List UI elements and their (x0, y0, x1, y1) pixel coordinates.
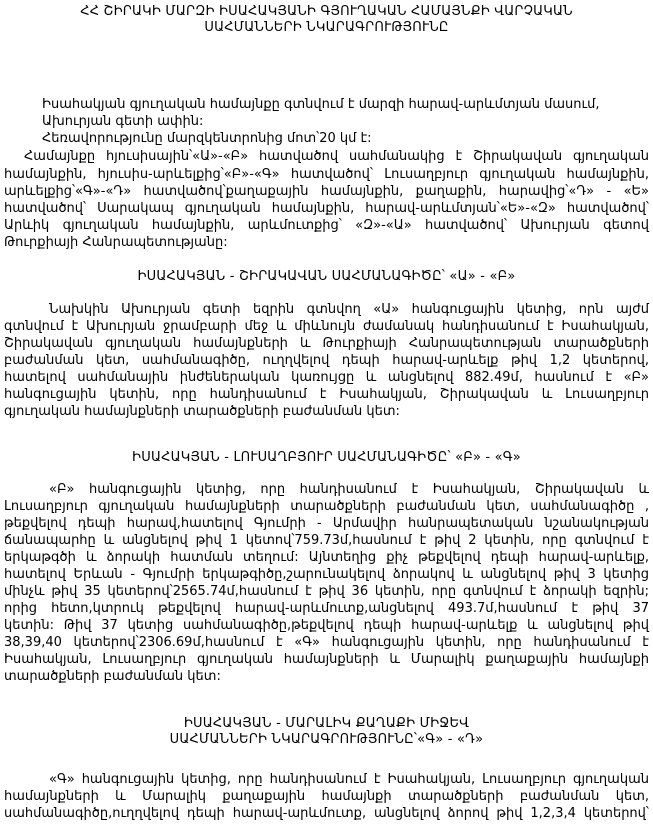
intro-line: Համայնքը հյուսիսային՝«Ա»-«Բ» հատվածով սահմանակից է Շիրակավան գյուղական (24, 149, 649, 164)
section-line: գտնվում է Ախուրյան ջրամբարի մեջ և միևնույն ժամանակ հանդիսանում է Իսահակյան, (4, 319, 649, 334)
document-title-line-2: ՍԱՀՄԱՆՆԵՐԻ ՆԿԱՐԱԳՐՈՒԹՅՈՒՆԸ (204, 20, 449, 35)
intro-line: արևելքից՝«Գ»-«Դ» հատվածով՝քաղաքային համայնքին, քաղաքին, հարավից՝«Դ» - «Ե» (4, 184, 649, 199)
document-title-line-1: ՀՀ ՇԻՐԱԿԻ ՄԱՐԶԻ ԻՍԱՀԱԿՅԱՆԻ ԳՅՈՒՂԱԿԱՆ ՀԱՄԱՅՆՔԻ ՎԱՐՉԱԿԱՆ (80, 4, 573, 19)
section-line: սահմանագիծը,ուղղվելով դեպի հարավ-արևմուտք, անցնելով ձորով թիվ 1,2,3,4 կետերով՝ (4, 806, 649, 821)
section-line: կետին: Թիվ 37 կետից սահմանագիծը,թեքվելով դեպի հարավ-արևելք և անցնելով թիվ (4, 618, 649, 633)
intro-line: Արևիկ գյուղական համայնքին, արևմուտքից՝ «Զ»-«Ա» հատվածով՝ Ախուրյան գետով (4, 218, 649, 233)
section-line: Շիրակավան գյուղական համայնքների և Թուրքիայի Հանրապետության տարածքների (4, 336, 649, 351)
section-line: տարածքների բաժանման կետ: (4, 669, 221, 684)
section-line: 38,39,40 կետերով՝2306.69մ,հասնում է «Գ» հանգուցային կետին, որը հանդիսանում է (4, 635, 649, 650)
section-line: հատելով Երևան - Գյումրի երկաթգիծը,շարունակելով ձորակով և անցնելով թիվ 3 կետից (4, 567, 649, 582)
section-heading: ԻՍԱՀԱԿՅԱՆ - ՇԻՐԱԿԱՎԱՆ ՍԱՀՄԱՆԱԳԻԾԸ՝ «Ա» - «Բ» (137, 269, 516, 284)
section-line: երկաթգծի և ձորակի հատման տեղում: Այնտեղից քիչ թեքվելով դեպի հարավ-արևելք, (4, 550, 649, 565)
section-heading: ԻՍԱՀԱԿՅԱՆ - ՄԱՐԱԼԻԿ ՔԱՂԱՔԻ ՄԻՋԵՎ (183, 716, 470, 731)
section-line: թեքվելով դեպի հարավ,հատելով Գյումրի - Արմավիր հանրապետական նշանակության (4, 516, 649, 531)
intro-line: Ախուրյան գետի ափին: (42, 114, 204, 129)
intro-line: հատվածով՝ Սարակապ գյուղական համայնքին, հարավ-արևմտյան՝«Ե»-«Զ» հատվածով՝ (4, 201, 649, 216)
section-line: Իսահակյան, Լուսաղբյուր գյուղական համայնքների և Մարալիկ քաղաքային համայնքի (4, 652, 649, 667)
section-line: բաժանման կետ, սահմանագիծը, ուղղվելով դեպի հարավ-արևելք թիվ 1,2 կետերով, (4, 353, 649, 368)
intro-line: համայնքին, հյուսիս-արևելքից՝«Բ»-«Գ» հատվածով՝ Լուսաղբյուր գյուղական համայնքին, (4, 167, 649, 182)
section-line: հատելով սահմանային ինժեներական կառույցը և անցնելով 882.49մ, հասնում է «Բ» (4, 370, 649, 385)
section-line: մինչև թիվ 35 կետերով՝2565.74մ,հասնում է թիվ 36 կետին, որը գտնվում է ձորակի եզրին; (4, 584, 649, 599)
section-line: Նախկին Ախուրյան գետի եզրին գտնվող «Ա» հանգուցային կետից, որն այժմ (49, 302, 649, 317)
section-heading: ՍԱՀՄԱՆՆԵՐԻ ՆԿԱՐԱԳՐՈՒԹՅՈՒՆԸ՝«Գ» - «Դ» (169, 732, 484, 747)
section-line: Լուսաղբյուր գյուղական համայնքների տարածքների բաժանման կետ, սահմանագիծը , (4, 499, 649, 514)
section-heading: ԻՍԱՀԱԿՅԱՆ - ԼՈՒՍԱՂԲՅՈՒՐ ՍԱՀՄԱՆԱԳԻԾԸ՝ «Բ» - «Գ» (132, 450, 521, 465)
section-line: «Բ» հանգուցային կետից, որը հանդիսանում է Իսահակյան, Շիրակավան և (49, 482, 649, 497)
section-line: «Գ» հանգուցային կետից, որը հանդիսանում է Իսահակյան, Լուսաղբյուր գյուղական (49, 772, 649, 787)
section-line: հանգուցային կետին, որը հանդիսանում է Իսահակյան, Շիրակավան և Լուսաղբյուր (4, 387, 649, 402)
section-line: որից հետո,կտրուկ թեքվելով հարավ-արևմուտք,անցնելով 493.7մ,հասնում է թիվ 37 (4, 601, 649, 616)
intro-line: Թուրքիայի Հանրապետությանը: (4, 235, 228, 250)
section-line: ճանապարհը և անցնելով թիվ 1 կետով՝759.73մ,հասնում է թիվ 2 կետին, որը գտնվում է (4, 533, 649, 548)
intro-line: Հեռավորությունը մարզկենտրոնից մոտ՝20 կմ է: (42, 131, 372, 146)
intro-line: Իսահակյան գյուղական համայնքը գտնվում է մարզի հարավ-արևմտյան մասում, (42, 97, 600, 112)
section-line: գյուղական համայնքների տարածքների բաժանման կետ: (4, 404, 400, 419)
section-line: համայնքների և Մարալիկ քաղաքային համայնքի տարածքների բաժանման կետ, (4, 789, 649, 804)
